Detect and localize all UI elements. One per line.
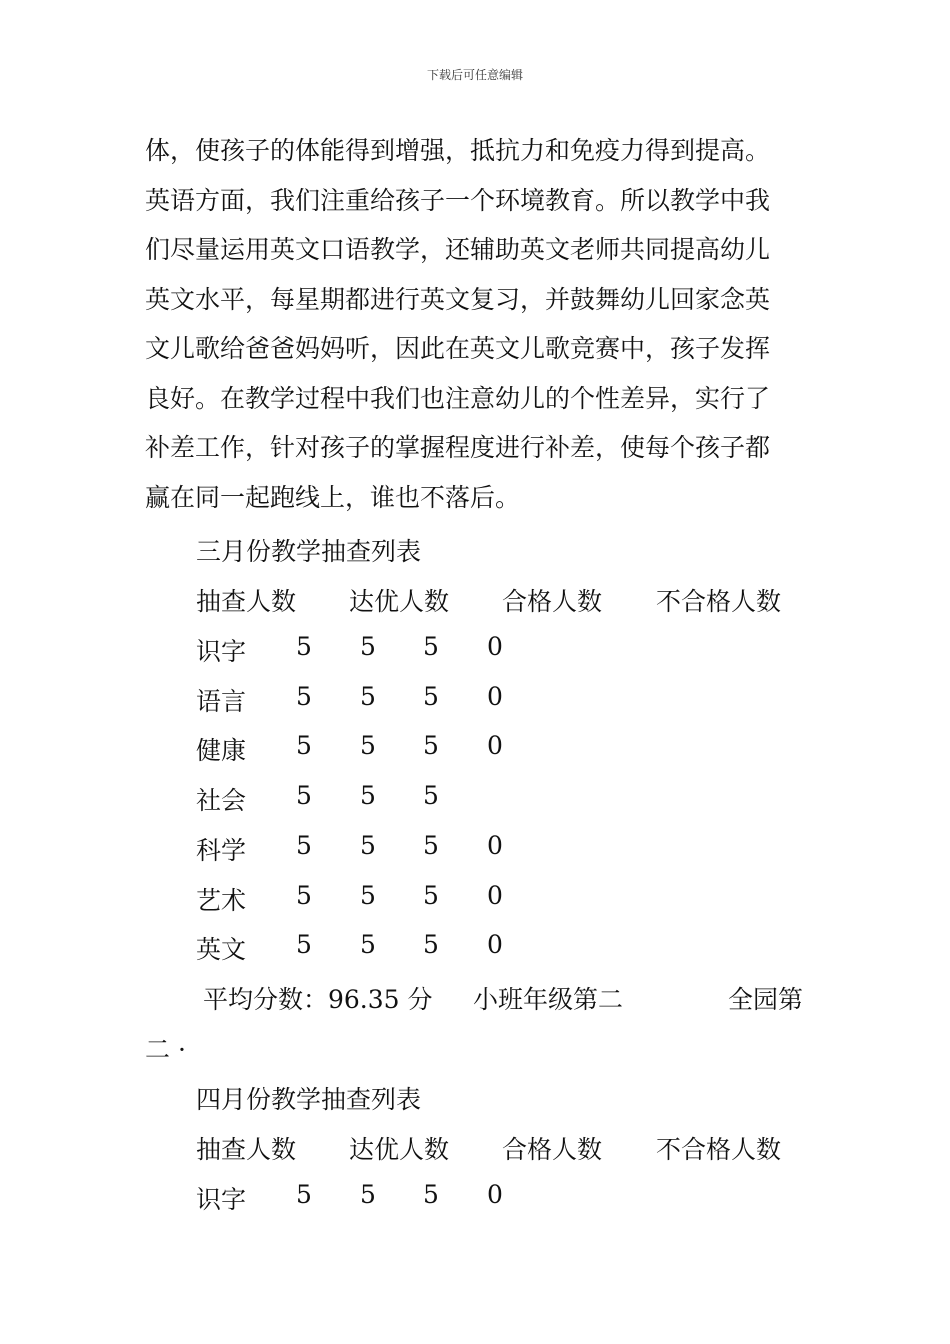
header-cell: 合格人数 [502, 587, 603, 616]
value-cell: 5 [296, 682, 312, 711]
value-cell: 5 [296, 831, 312, 860]
value-cell: 0 [487, 682, 503, 711]
subject-cell: 语言 [196, 687, 247, 716]
value-cell: 5 [360, 632, 376, 661]
value-cell: 5 [360, 781, 376, 810]
value-cell: 5 [360, 1180, 376, 1209]
table-row [0, 930, 950, 970]
subject-cell: 科学 [196, 836, 247, 865]
value-cell: 5 [360, 831, 376, 860]
value-cell: 0 [487, 881, 503, 910]
april-table-title: 四月份教学抽查列表 [196, 1085, 422, 1114]
paragraph-line: 补差工作，针对孩子的掌握程度进行补差，使每个孩子都 [145, 433, 771, 462]
value-cell: 5 [296, 632, 312, 661]
body-paragraph [145, 126, 810, 522]
value-cell: 0 [487, 632, 503, 661]
value-cell: 5 [423, 632, 439, 661]
header-cell: 不合格人数 [656, 587, 782, 616]
header-cell: 不合格人数 [656, 1135, 782, 1164]
header-cell: 达优人数 [349, 587, 450, 616]
paragraph-line: 英文水平，每星期都进行英文复习，并鼓舞幼儿回家念英 [145, 284, 771, 314]
subject-cell: 艺术 [196, 886, 247, 915]
header-cell: 抽查人数 [196, 587, 297, 616]
subject-cell: 英文 [196, 935, 247, 964]
value-cell: 5 [296, 781, 312, 810]
table-row [0, 682, 950, 722]
value-cell: 5 [423, 1180, 439, 1209]
value-cell: 0 [487, 831, 503, 860]
average-score: 平均分数：96.35 分 [203, 985, 433, 1014]
paragraph-line: 赢在同一起跑线上，谁也不落后。 [145, 482, 521, 512]
table-row [0, 632, 950, 672]
value-cell: 0 [487, 731, 503, 760]
school-rank: 全园第 [728, 985, 804, 1014]
value-cell: 0 [487, 1180, 503, 1209]
march-summary [0, 980, 950, 1020]
value-cell: 5 [423, 781, 439, 810]
page-header: 下载后可任意编辑 [426, 68, 523, 82]
subject-cell: 识字 [196, 637, 247, 666]
table-row [0, 831, 950, 871]
value-cell: 5 [360, 731, 376, 760]
value-cell: 5 [296, 930, 312, 959]
value-cell: 5 [423, 682, 439, 711]
header-cell: 抽查人数 [196, 1135, 297, 1164]
subject-cell: 识字 [196, 1185, 247, 1214]
paragraph-line: 良好。在教学过程中我们也注意幼儿的个性差异，实行了 [145, 383, 771, 413]
paragraph-line: 体，使孩子的体能得到增强，抵抗力和免疫力得到提高。 [145, 136, 771, 165]
value-cell: 5 [423, 881, 439, 910]
paragraph-line: 英语方面，我们注重给孩子一个环境教育。所以教学中我 [145, 185, 771, 215]
subject-cell: 健康 [196, 736, 247, 765]
value-cell: 5 [423, 831, 439, 860]
subject-cell: 社会 [196, 786, 247, 815]
table-row [0, 881, 950, 921]
table-row [0, 781, 950, 821]
value-cell: 5 [296, 881, 312, 910]
table-row [0, 1180, 950, 1220]
value-cell: 5 [296, 731, 312, 760]
table-row [0, 731, 950, 771]
march-header-row [0, 582, 950, 622]
header-cell: 合格人数 [502, 1135, 603, 1164]
value-cell: 5 [423, 930, 439, 959]
paragraph-line: 们尽量运用英文口语教学，还辅助英文老师共同提高幼儿 [145, 235, 771, 264]
header-cell: 达优人数 [349, 1135, 450, 1164]
school-rank-continued: 二 · [145, 1035, 186, 1064]
value-cell: 5 [296, 1180, 312, 1209]
april-header-row [0, 1130, 950, 1170]
value-cell: 5 [360, 682, 376, 711]
value-cell: 0 [487, 930, 503, 959]
value-cell: 5 [360, 930, 376, 959]
grade-rank: 小班年级第二 [473, 985, 624, 1014]
march-table-title: 三月份教学抽查列表 [196, 537, 422, 566]
value-cell: 5 [423, 731, 439, 760]
value-cell: 5 [360, 881, 376, 910]
paragraph-line: 文儿歌给爸爸妈妈听，因此在英文儿歌竞赛中，孩子发挥 [145, 334, 771, 363]
